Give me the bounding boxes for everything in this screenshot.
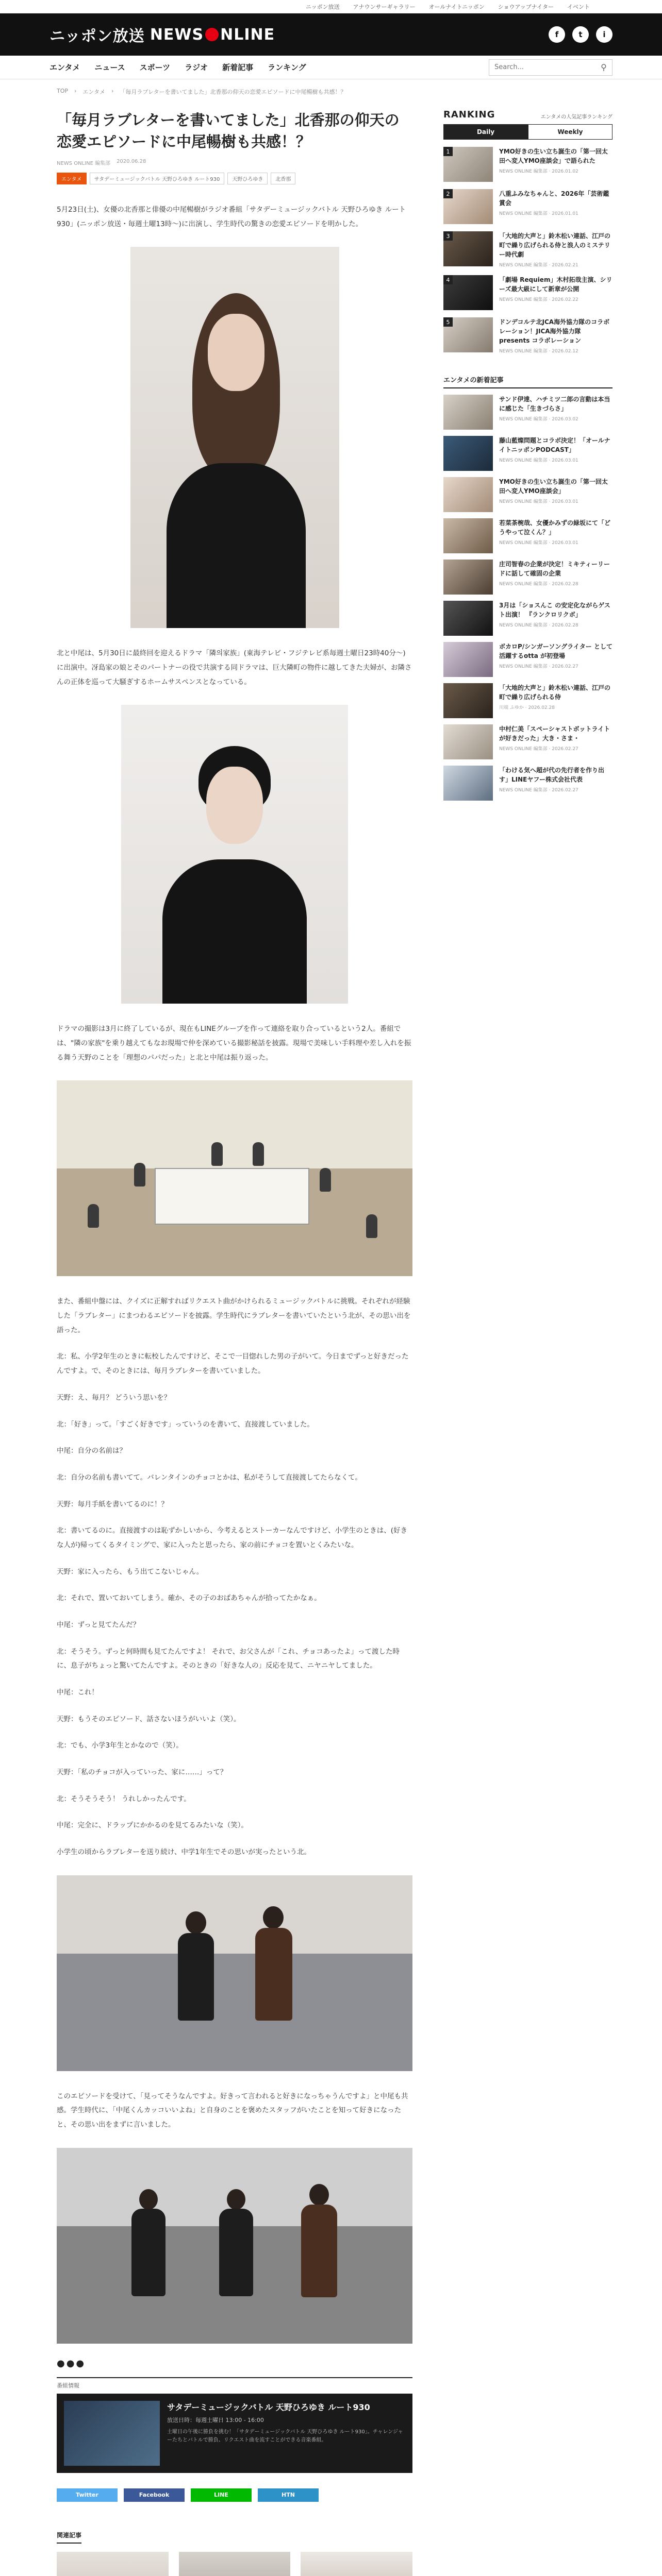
tag-program[interactable]: サタデーミュージックバトル 天野ひろゆき ルート930 [90, 173, 225, 184]
article-paragraph: 中尾：これ！ [57, 1688, 98, 1697]
ranking-number: 1 [443, 147, 453, 156]
portrait-photo-kita [130, 247, 339, 628]
ranking-item[interactable] [443, 317, 613, 354]
ranking-number: 3 [443, 231, 453, 241]
tab-daily[interactable]: Daily [443, 124, 528, 140]
ranking-item-meta: NEWS ONLINE 編集部 · 2026.01.02 [499, 169, 578, 174]
side-news-head: エンタメの新着記事 [443, 375, 613, 388]
ranking-subtitle: エンタメの人気記事ランキング [540, 114, 613, 120]
related-head: 関連記事 [57, 2531, 81, 2544]
article-paragraph: 北：そうそう。ずっと何時間も見てたんですよ！ それで、お父さんが「これ、チョコあったよ」って渡した時に、息子がちょっと驚いてたんですよ。そのときの「好きな人の」反応を見て、ニヤニヤしてました。 [57, 1647, 400, 1670]
ranking-item-meta: NEWS ONLINE 編集部 · 2026.02.21 [499, 263, 578, 268]
side-news-title: 庄司智春の企業が決定！ミキティーリードに話して確固の企業 [499, 561, 610, 577]
logo-news-a: NEWS [150, 25, 204, 44]
breadcrumb-category[interactable]: エンタメ [82, 89, 105, 95]
article-paragraph: 北：それで、置いておいてしまう。確か、その子のおばあちゃんが拾ってたかなぁ。 [57, 1594, 321, 1603]
side-news-title: ボカロP/シンガーソングライター として活躍するotta が初登場 [499, 643, 613, 659]
search-box [489, 59, 613, 76]
article-paragraph: 北：書いてるのに。直接渡すのは恥ずかしいから、今考えるとストーカーなんですけど、小学生のときは、(好きな人が)帰ってくるタイミングで、家に入ったと思ったら、家の前にチョコを置いとくみたいな。 [57, 1527, 407, 1549]
article-paragraph: 天野：家に入ったら、もう出てこないじゃん。 [57, 1567, 204, 1576]
studio-photo-2 [57, 1875, 412, 2071]
ranking-number: 2 [443, 189, 453, 198]
side-news-thumbnail [443, 724, 493, 759]
ranking-thumbnail [443, 275, 493, 310]
search-input[interactable] [489, 60, 595, 75]
tag-person-1[interactable]: 天野ひろゆき [227, 173, 268, 184]
ranking-item[interactable] [443, 189, 613, 224]
program-desc: 土曜日の午後に勝負を挑む！「サタデーミュージックバトル 天野ひろゆき ルート930」。チャレンジャーたちとバトルで勝負、リクエスト曲を流すことができる音楽番組。 [167, 2429, 403, 2443]
sidebar [443, 109, 613, 2576]
share-facebook-button[interactable]: Facebook [124, 2488, 185, 2502]
share-line-button[interactable]: LINE [191, 2488, 252, 2502]
article-paragraph: 北：そうそうそう！ うれしかったんです。 [57, 1794, 191, 1803]
article-date: 2020.06.28 [117, 159, 146, 165]
side-news-meta: NEWS ONLINE 編集部 · 2026.02.27 [499, 664, 578, 669]
program-card[interactable] [57, 2394, 412, 2473]
article-paragraph: 天野：毎月手紙を書いてるのに！？ [57, 1500, 168, 1509]
main-nav [0, 56, 662, 79]
side-news-thumbnail [443, 395, 493, 430]
side-news-thumbnail [443, 642, 493, 677]
article-paragraph: 天野：「私のチョコが入っていった、家に……」って？ [57, 1768, 227, 1776]
nav-item-radio[interactable]: ラジオ [185, 63, 208, 72]
instagram-icon[interactable]: i [596, 26, 613, 43]
side-news-title: 「わける気へ超が代の先行者を作り出す」LINEヤフー株式会社代表 [499, 767, 605, 783]
related-item[interactable] [57, 2552, 169, 2576]
nav-item-entertainment[interactable]: エンタメ [49, 63, 80, 72]
side-news-item[interactable] [443, 518, 613, 553]
side-news-title: 「大地的大声と」鈴木松い連話、江戸の町で繰り広げられる侍 [499, 684, 611, 701]
side-news-item[interactable] [443, 724, 613, 759]
side-news-meta: NEWS ONLINE 編集部 · 2026.03.01 [499, 540, 578, 546]
related-articles [57, 2552, 412, 2576]
side-news-item[interactable] [443, 766, 613, 801]
tab-weekly[interactable]: Weekly [528, 124, 613, 140]
breadcrumb-current: 「毎月ラブレターを書いてました」北香那の仰天の恋愛エピソードに中尾暢樹も共感！？ [120, 89, 346, 95]
ranking-item[interactable] [443, 231, 613, 268]
article-paragraph: 北：「好き」って。「すごく好きです」っていうのを書いて、直接渡していました。 [57, 1420, 314, 1429]
tag-person-2[interactable]: 北香那 [271, 173, 295, 184]
program-title: サタデーミュージックバトル 天野ひろゆき ルート930 [167, 2402, 370, 2412]
site-logo[interactable] [49, 23, 275, 46]
ranking-thumbnail [443, 231, 493, 266]
studio-photo-3 [57, 2148, 412, 2344]
side-news-thumbnail [443, 477, 493, 512]
article-paragraph: 北：でも、小学3年生とかなので（笑）。 [57, 1741, 183, 1750]
ranking-item-meta: NEWS ONLINE 編集部 · 2026.02.22 [499, 297, 578, 302]
nav-item-new[interactable]: 新着記事 [222, 63, 254, 72]
ranking-item-title: 八重ふみなちゃんと、2026年「芸術鑑賞会 [499, 190, 609, 207]
side-news-title: サンド伊達、ハチミツ二郎の言動は本当に感じた「生きづらさ」 [499, 396, 610, 412]
side-news-title: 藤山藍燦問題とコラボ決定！「オールナイトニッポンPODCAST」 [499, 437, 610, 453]
program-info [57, 2377, 412, 2473]
article-paragraph: 小学生の頃からラブレターを送り続け、中学1年生でその思いが実ったという北。 [57, 1848, 311, 1856]
logo-dot-icon [205, 28, 219, 41]
share-buttons [57, 2488, 412, 2502]
ranking-number: 4 [443, 275, 453, 284]
ranking-thumbnail [443, 189, 493, 224]
related-item[interactable] [179, 2552, 291, 2576]
page-layout [0, 109, 662, 2576]
ranking-tabs [443, 124, 613, 140]
side-news-thumbnail [443, 683, 493, 718]
search-icon[interactable]: ⚲ [601, 62, 607, 72]
ranking-thumbnail [443, 317, 493, 352]
side-news-thumbnail [443, 601, 493, 636]
side-news-item[interactable] [443, 560, 613, 595]
topbar-link-3[interactable]: オールナイトニッポン [428, 3, 485, 10]
topbar-link-5[interactable]: イベント [567, 3, 590, 10]
breadcrumb-sep-icon: › [111, 88, 114, 94]
article-paragraph: 北：自分の名前も書いてて。バレンタインのチョコとかは、私がそうして直接渡してたらなくて。 [57, 1473, 362, 1482]
studio-photo-1 [57, 1080, 412, 1276]
breadcrumb [0, 79, 662, 96]
ranking-item-title: 「大地的大声と」鈴木松い連話、江戸の町で繰り広げられる侍と浪人のミステリー時代劇 [499, 232, 611, 258]
side-news-item[interactable] [443, 477, 613, 512]
article-dots: ●●● [57, 2358, 86, 2369]
article-paragraph: 北：私、小学2年生のときに転校したんですけど、そこで一目惚れした男の子がいて。今日までずっと好きだったんですよ。で、そのときには、毎月ラブレターを書いていました。 [57, 1352, 409, 1376]
side-news-item[interactable] [443, 395, 613, 430]
article-author[interactable]: NEWS ONLINE 編集部 [57, 161, 111, 167]
article-paragraph: また、番組中盤には、クイズに正解すればリクエスト曲がかけられるミュージックバトルに挑戦。それぞれが経験した「ラブレター」にまつわるエピソードを披露。学生時代にラブレターを書いていたという北が、その思い出を語った。 [57, 1297, 411, 1334]
side-news-title: 若菜茶椀哉、女優かみずの緑坂にて「どうやって泣くん？」 [499, 519, 611, 536]
side-news-thumbnail [443, 560, 493, 595]
side-news-thumbnail [443, 766, 493, 801]
breadcrumb-home[interactable]: TOP [57, 88, 69, 94]
article-paragraph: 中尾：自分の名前は？ [57, 1447, 126, 1455]
article-paragraph: 天野：もうそのエピソード、話さないほうがいいよ（笑）。 [57, 1715, 241, 1723]
related-thumbnail [57, 2552, 169, 2576]
article-paragraph: 北と中尾は、5月30日に最終回を迎えるドラマ「隣의家族」(東海テレビ・フジテレビ系毎週土曜日23時40分～)に出演中。冴島家の娘とそのパートナーの役で共演する同ドラマは、巨大隣町の物件に越してきた夫婦が、お隣さんの正体を巡って大騒ぎするホームサスペンスとなっている。 [57, 649, 412, 686]
program-head: 番組情報 [57, 2377, 412, 2389]
article-title: 「毎月ラブレターを書いてました」北香那の仰天の恋愛エピソードに中尾暢樹も共感！？ [57, 111, 400, 151]
topbar [0, 0, 662, 13]
side-news-meta: 川端 ふゆか · 2026.02.28 [499, 705, 555, 710]
facebook-icon[interactable]: f [549, 26, 565, 43]
logo-news [150, 26, 275, 44]
logo-station: ニッポン放送 [49, 27, 145, 45]
nav-item-sports[interactable]: スポーツ [139, 63, 171, 72]
article-paragraph: 天野：え、毎月？ どういう思いを？ [57, 1393, 171, 1402]
side-news-meta: NEWS ONLINE 編集部 · 2026.03.01 [499, 499, 578, 504]
site-header [0, 13, 662, 56]
topbar-link-2[interactable]: アナウンサーギャラリー [353, 3, 416, 10]
article-paragraph: このエピソードを受けて、「見ってそうなんですよ。好きって言われると好きになっちゃうんですよ」と中尾も共感。学生時代に、「中尾くんカッコいいよね」と自身のことを褒めたスタッフがいたことを知って好きになったと、その思い出をまずに言いました。 [57, 2092, 408, 2129]
ranking-number: 5 [443, 317, 453, 327]
side-news-meta: NEWS ONLINE 編集部 · 2026.03.02 [499, 417, 578, 422]
twitter-icon[interactable]: t [572, 26, 589, 43]
related-item[interactable] [301, 2552, 412, 2576]
related-thumbnail [179, 2552, 291, 2576]
logo-news-b: NLINE [220, 25, 275, 44]
side-news-item[interactable] [443, 642, 613, 677]
breadcrumb-sep-icon: › [74, 88, 77, 94]
program-time: 放送日時：毎週土曜日 13:00 - 16:00 [167, 2416, 264, 2424]
program-thumbnail [64, 2401, 160, 2466]
side-news-title: 中村仁美「スペーシャストボットライトが好きだった」大き・さま・ [499, 725, 610, 742]
ranking-item-meta: NEWS ONLINE 編集部 · 2026.02.12 [499, 349, 578, 354]
article-meta [57, 159, 412, 166]
ranking-item-title: ドンデコルテ北JCA海外協力隊のコラボレーション！JICA海外協力隊 presents コラボレーション [499, 318, 610, 344]
ranking-title: RANKING [443, 109, 495, 120]
share-htn-button[interactable]: HTN [258, 2488, 319, 2502]
ranking-item-title: YMO好きの生い立ち誕生の「第一回太田へ変人YMO座談会」で語られた [499, 148, 608, 164]
side-news-meta: NEWS ONLINE 編集部 · 2026.02.28 [499, 582, 578, 587]
side-news-title: YMO好きの生い立ち誕生の「第一回太田へ変人YMO座談会」 [499, 478, 608, 495]
article-paragraph: 中尾：ずっと見てたんだ？ [57, 1620, 140, 1629]
article [57, 109, 412, 2576]
side-news-title: 3月は「ショスんこ の安定化ながらゲスト出演！ 『ランクロリクボ」 [499, 602, 610, 618]
ranking-item-title: 「劇場 Requiem」木村拓哉主演、シリーズ最大級にして新章が公開 [499, 276, 613, 293]
share-twitter-button[interactable]: Twitter [57, 2488, 118, 2502]
side-news-item[interactable] [443, 436, 613, 471]
related-thumbnail [301, 2552, 412, 2576]
ranking-item[interactable] [443, 147, 613, 182]
side-news-meta: NEWS ONLINE 編集部 · 2026.03.01 [499, 458, 578, 463]
side-news-item[interactable] [443, 683, 613, 718]
side-news-thumbnail [443, 436, 493, 471]
topbar-link-4[interactable]: ショウアップナイター [498, 3, 554, 10]
topbar-link-1[interactable]: ニッポン放送 [306, 3, 340, 10]
tag-category[interactable]: エンタメ [57, 173, 87, 184]
nav-item-news[interactable]: ニュース [94, 63, 125, 72]
article-paragraph: ドラマの撮影は3月に終了しているが、現在もLINEグループを作って連絡を取り合っているという2人。番組では、"隣の家族"を乗り越えてもなお現場で仲を深めている撮影秘話を披露。現場で美味しい手料理や差し入れを振る舞う天野のことを「理想のパパだった」と北と中尾は振り返った。 [57, 1025, 411, 1062]
article-tags [57, 173, 412, 184]
article-paragraph: 中尾：完全に、ドラップにかかるのを見てるみたいな（笑）。 [57, 1821, 248, 1830]
portrait-photo-nakao [121, 705, 348, 1004]
ranking-item-meta: NEWS ONLINE 編集部 · 2026.01.01 [499, 211, 578, 216]
side-news-meta: NEWS ONLINE 編集部 · 2026.02.27 [499, 747, 578, 752]
social-links [549, 26, 613, 43]
side-news-meta: NEWS ONLINE 編集部 · 2026.02.28 [499, 623, 578, 628]
ranking-head [443, 109, 613, 120]
article-paragraph: 5月23日(土)、女優の北香那と俳優の中尾暢樹がラジオ番組「サタデーミュージックバトル 天野ひろゆき ルート930」(ニッポン放送・毎週土曜13時～)に出演し、学生時代の驚きの恋愛エピソードを明かした。 [57, 206, 406, 228]
nav-item-ranking[interactable]: ランキング [268, 63, 306, 72]
ranking-item[interactable] [443, 275, 613, 310]
side-news-thumbnail [443, 518, 493, 553]
side-news-item[interactable] [443, 601, 613, 636]
side-news-meta: NEWS ONLINE 編集部 · 2026.02.27 [499, 788, 578, 793]
ranking-thumbnail [443, 147, 493, 182]
